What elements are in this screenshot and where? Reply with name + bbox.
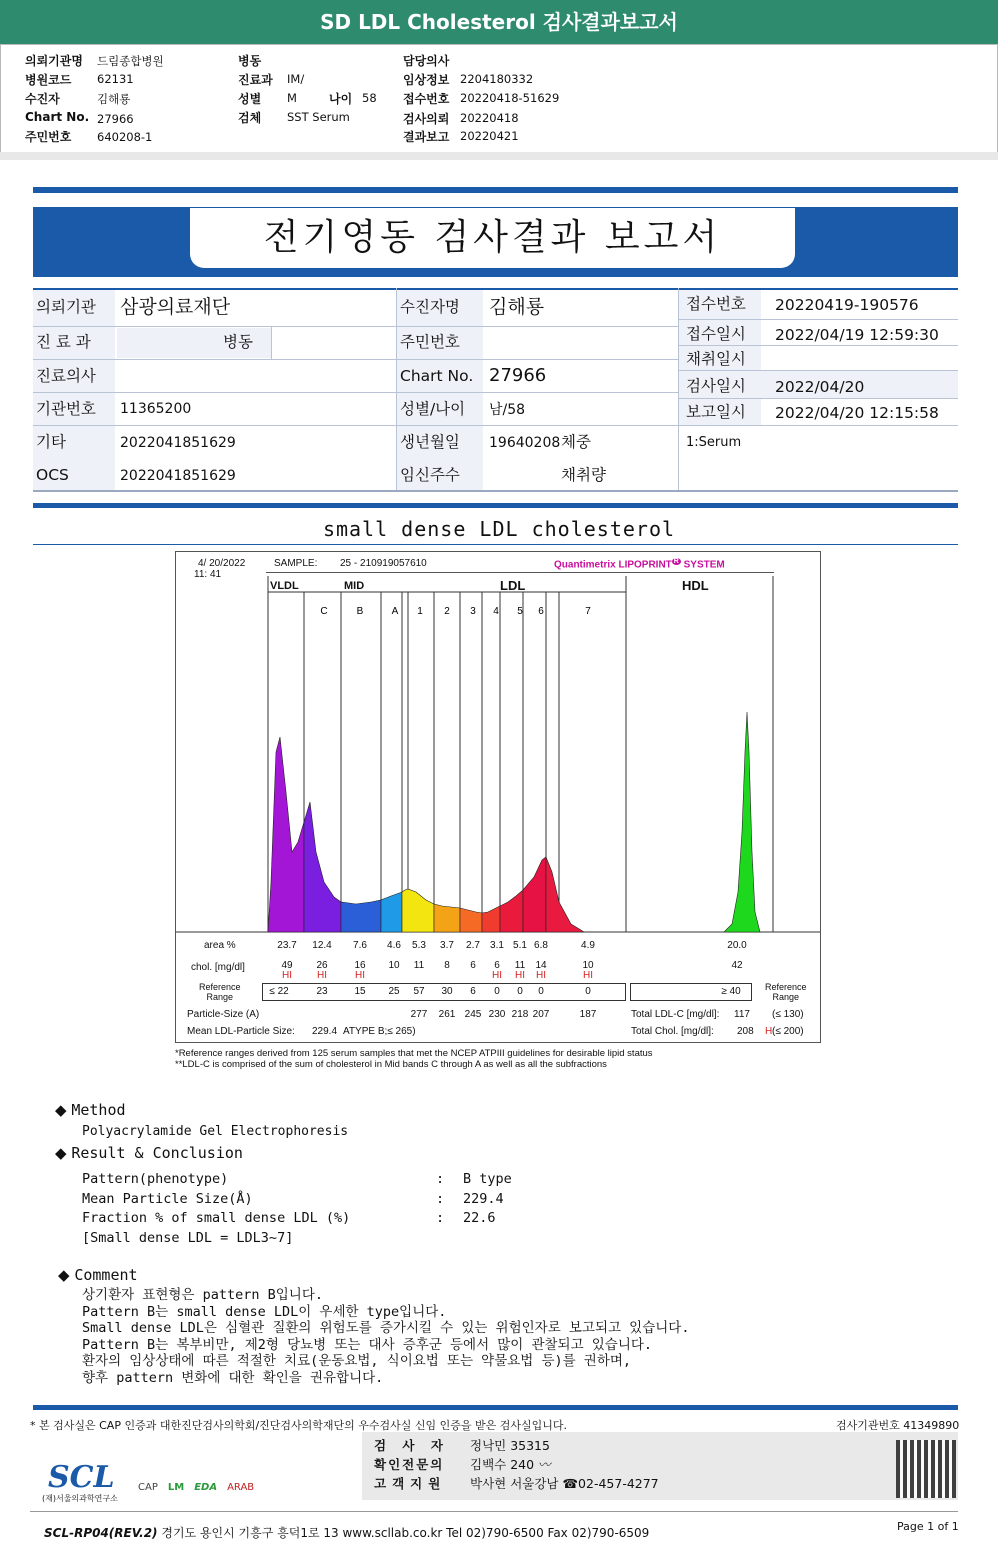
area-value: 23.7 — [277, 940, 297, 951]
field-label: 나이 — [329, 92, 353, 106]
result-heading: ◆ Result & Conclusion — [55, 1144, 243, 1162]
label-patient: 수진자명 — [400, 298, 460, 316]
area-value: 4.6 — [387, 940, 401, 951]
curve-segment — [381, 892, 402, 932]
curve-segment — [482, 906, 500, 932]
particle-size: 261 — [438, 1009, 456, 1020]
value-receipt-no: 20220419-190576 — [775, 296, 919, 314]
section-title: small dense LDL cholesterol — [322, 517, 676, 541]
label-doctor: 진료의사 — [36, 367, 96, 385]
field-label: 병원코드 — [25, 73, 72, 87]
field-label: 병동 — [238, 54, 262, 68]
area-value: 5.3 — [412, 940, 426, 951]
chol-value: 11 — [413, 960, 425, 971]
field-value: IM/ — [287, 72, 305, 86]
comment-heading: ◆ Comment — [58, 1266, 138, 1284]
chol-value: 6 — [494, 960, 500, 971]
hi-flag: HI — [282, 970, 292, 981]
label-test-date: 검사일시 — [686, 377, 746, 395]
comment-line: Pattern B는 복부비만, 제2형 당뇨병 또는 대사 증후군 등에서 많이 관찰되고 있습니다. — [82, 1336, 653, 1353]
chol-value: 16 — [354, 960, 366, 971]
field-value: M — [287, 91, 297, 105]
particle-size: 207 — [532, 1009, 550, 1020]
band-label-A: A — [391, 606, 399, 617]
scl-logo: SCL — [48, 1460, 115, 1495]
label-weight: 체중 — [561, 433, 591, 451]
chol-value: 14 — [535, 960, 547, 971]
arab-logo: ARAB — [227, 1482, 255, 1493]
group-mid: MID — [344, 580, 365, 592]
value-sample: 1:Serum — [686, 435, 742, 450]
label-department: 진 료 과 — [36, 333, 91, 351]
registered-mark: R — [673, 558, 679, 565]
field-value: 20220418 — [460, 111, 519, 125]
total-ldl-ref: (≤ 130) — [772, 1009, 804, 1020]
hi-flag: HI — [583, 970, 593, 981]
chol-value: 26 — [316, 960, 328, 971]
particle-size: 277 — [410, 1009, 428, 1020]
field-label: 의뢰기관명 — [25, 54, 83, 68]
label-pregnancy: 임신주수 — [400, 466, 460, 484]
method-text: Polyacrylamide Gel Electrophoresis — [82, 1124, 349, 1139]
qr-code-icon — [896, 1440, 956, 1498]
value-department: 병동 — [223, 333, 253, 351]
total-chol-label: Total Chol. [mg/dl]: — [631, 1026, 714, 1037]
lp-date: 4/ 20/2022 — [198, 558, 246, 569]
comment-line: 상기환자 표현형은 pattern B입니다. — [82, 1287, 323, 1303]
chol-value: 10 — [388, 960, 400, 971]
footnote-2: **LDL-C is comprised of the sum of cholesterol in Mid bands C through A as well as all the subfractions — [175, 1059, 607, 1070]
band-label-B: B — [356, 606, 364, 617]
cert-logos — [138, 1482, 254, 1493]
ref-value: 57 — [413, 986, 425, 997]
ref-value: 23 — [316, 986, 328, 997]
field-value: 20220421 — [460, 129, 519, 143]
band-label-C: C — [320, 606, 328, 617]
curve-segment — [460, 908, 482, 932]
lp-time: 11: 41 — [194, 569, 222, 580]
label-receipt-no: 접수번호 — [686, 295, 746, 313]
curve-segment — [500, 890, 523, 932]
ref-value: 0 — [494, 986, 500, 997]
result-list — [82, 1170, 512, 1248]
ref-label-right: Reference Range — [765, 982, 807, 1002]
value-report-date: 2022/04/20 12:15:58 — [775, 404, 939, 422]
curve-segment — [341, 900, 381, 932]
hi-flag: HI — [492, 970, 502, 981]
field-value: 640208-1 — [97, 130, 153, 144]
area-value: 5.1 — [513, 940, 527, 951]
lipoprint-panel — [175, 551, 821, 1043]
scl-logo-sub: (재)서울의과학연구소 — [42, 1494, 118, 1503]
value-sex-age: 남/58 — [489, 402, 526, 418]
curve-segment — [546, 857, 584, 932]
band-label-7: 7 — [585, 606, 591, 617]
curve-segment — [304, 802, 341, 932]
field-label: 결과보고 — [403, 130, 450, 144]
lp-sample-label: SAMPLE: — [274, 558, 318, 569]
band-label-4: 4 — [493, 606, 499, 617]
field-value: SST Serum — [287, 110, 350, 124]
result-row: Pattern(phenotype) : B type — [82, 1171, 512, 1187]
diamond-icon: ◆ — [55, 1101, 67, 1119]
group-vldl: VLDL — [270, 580, 299, 592]
footnote-1: *Reference ranges derived from 125 serum samples that met the NCEP ATPIII guidelines for desirable lipid status — [175, 1048, 653, 1059]
value-birth: 19640208 — [489, 435, 561, 451]
label-receipt-date: 접수일시 — [686, 325, 746, 343]
lp-sample-id: 25 - 210919057610 — [340, 558, 427, 569]
band-label-5: 5 — [517, 606, 523, 617]
divider — [30, 1511, 958, 1512]
footer-address-line: SCL-RP04(REV.2) 경기도 용인시 기흥구 흥덕1로 13 www.scllab.co.kr Tel 02)790-6500 Fax 02)790-6509 — [44, 1526, 650, 1540]
hdl-peak — [724, 712, 760, 932]
signature-image: 〰 — [538, 1457, 551, 1472]
field-label: 임상정보 — [403, 73, 450, 87]
field-label: Chart No. — [25, 110, 90, 124]
ref-value: ≥ 40 — [721, 986, 741, 997]
hi-flag: HI — [317, 970, 327, 981]
group-hdl: HDL — [682, 578, 709, 593]
page-number: Page 1 of 1 — [897, 1520, 959, 1533]
field-value: 58 — [362, 91, 377, 105]
banner-title: 전기영동 검사결과 보고서 — [190, 208, 795, 268]
value-ocs: 2022041851629 — [120, 468, 236, 484]
divider — [33, 187, 958, 193]
area-value: 3.1 — [490, 940, 504, 951]
divider — [0, 152, 998, 160]
chol-value: 10 — [582, 960, 594, 971]
curve-segment — [434, 904, 460, 932]
value-chart-no: 27966 — [489, 365, 547, 386]
label-inst-no: 기관번호 — [36, 400, 96, 418]
field-label: 주민번호 — [25, 130, 72, 144]
value-etc: 2022041851629 — [120, 435, 236, 451]
total-chol-value: 208 — [737, 1026, 754, 1037]
chol-value: 11 — [514, 960, 526, 971]
cert-note: * 본 검사실은 CAP 인증과 대한진단검사의학회/진단검사의학재단의 우수검사실 신임 인증을 받은 검사실입니다. — [30, 1419, 568, 1432]
field-label: 검사의뢰 — [403, 112, 450, 126]
comment-line: 향후 pattern 변화에 대한 확인을 권유합니다. — [82, 1369, 384, 1386]
label-report-date: 보고일시 — [686, 403, 746, 421]
area-value: 2.7 — [466, 940, 480, 951]
diamond-icon: ◆ — [58, 1266, 70, 1284]
field-label: 접수번호 — [403, 92, 450, 106]
comment-line: Small dense LDL은 심혈관 질환의 위험도를 증가시킬 수 있는 위험인자로 보고되고 있습니다. — [82, 1320, 690, 1337]
ref-value: 0 — [538, 986, 544, 997]
curve-segment — [523, 857, 546, 932]
curve-segment — [402, 889, 434, 932]
result-note: [Small dense LDL = LDL3~7] — [82, 1229, 294, 1246]
field-value: 20220418-51629 — [460, 91, 560, 105]
total-ldl-label: Total LDL-C [mg/dl]: — [631, 1009, 720, 1020]
result-row: Fraction % of small dense LDL (%) : 22.6 — [82, 1210, 496, 1226]
total-chol-ref: (≤ 200) — [772, 1026, 804, 1037]
comment-text — [82, 1287, 689, 1387]
group-ldl: LDL — [500, 578, 526, 593]
chol-value: 49 — [281, 960, 293, 971]
value-receipt-date: 2022/04/19 12:59:30 — [775, 326, 939, 344]
area-value: 4.9 — [581, 940, 595, 951]
area-value: 6.8 — [534, 940, 548, 951]
area-value: 12.4 — [312, 940, 332, 951]
field-value: 27966 — [97, 112, 134, 126]
signatures: 검 사 자 정낙민 35315 확인전문의 김백수 240 〰 고객지원 박사현 서울강남 ☎02-457-4277 — [374, 1438, 659, 1491]
report-title: SD LDL Cholesterol 검사결과보고서 — [320, 10, 678, 34]
lp-brand: Quantimetrix LIPOPRINT $^R$ SYSTEM — [554, 558, 725, 571]
label-resident-no: 주민번호 — [400, 333, 460, 351]
info-table — [33, 288, 958, 492]
field-value: 62131 — [97, 72, 134, 86]
ref-label: Reference Range — [199, 982, 241, 1002]
area-value: 20.0 — [727, 940, 747, 951]
cap-logo: CAP — [138, 1482, 158, 1493]
field-label: 진료과 — [238, 73, 273, 87]
patient-summary — [0, 44, 998, 154]
result-row: Mean Particle Size(Å) : 229.4 — [82, 1190, 504, 1207]
chol-value: 8 — [444, 960, 450, 971]
chol-value: 42 — [731, 960, 743, 971]
ref-value: 30 — [441, 986, 453, 997]
field-label: 담당의사 — [403, 54, 450, 68]
ref-value: 0 — [517, 986, 523, 997]
label-sex-age: 성별/나이 — [400, 400, 466, 418]
hi-flag: HI — [355, 970, 365, 981]
particle-size: 218 — [511, 1009, 529, 1020]
divider — [33, 1405, 958, 1410]
inst-number: 검사기관번호 41349890 — [836, 1419, 960, 1432]
band-label-6: 6 — [538, 606, 544, 617]
ref-value: 0 — [585, 986, 591, 997]
particle-label: Particle-Size (A) — [187, 1009, 260, 1020]
field-label: 수진자 — [25, 92, 60, 106]
field-value: 드림종합병원 — [97, 54, 164, 68]
ref-value: ≤ 22 — [269, 986, 289, 997]
mean-size-value: 229.4 — [312, 1026, 338, 1037]
field-label: 성별 — [238, 92, 262, 106]
mean-size-type: ATYPE B;≤ 265) — [343, 1026, 416, 1037]
area-value: 3.7 — [440, 940, 454, 951]
particle-size: 187 — [579, 1009, 597, 1020]
label-etc: 기타 — [36, 433, 66, 451]
value-institution: 삼광의료재단 — [120, 296, 231, 318]
value-inst-no: 11365200 — [120, 401, 192, 417]
field-value: 김해룡 — [97, 92, 131, 106]
field-value: 2204180332 — [460, 72, 534, 86]
label-collect-date: 채취일시 — [686, 350, 746, 368]
report-title-bar — [0, 0, 998, 44]
comment-line: Pattern B는 small dense LDL이 우세한 type입니다. — [82, 1303, 447, 1320]
band-label-2: 2 — [444, 606, 450, 617]
value-test-date: 2022/04/20 — [775, 378, 865, 396]
eda-logo: EDA — [194, 1482, 218, 1493]
method-heading: ◆ Method — [55, 1101, 126, 1119]
label-birth: 생년월일 — [400, 433, 460, 451]
field-label: 검체 — [238, 111, 262, 125]
area-label: area % — [204, 940, 236, 951]
chol-value: 6 — [470, 960, 476, 971]
value-patient: 김해룡 — [489, 296, 545, 318]
hi-flag: HI — [515, 970, 525, 981]
label-institution: 의뢰기관 — [36, 298, 96, 316]
total-ldl-value: 117 — [734, 1009, 750, 1020]
ref-value: 15 — [354, 986, 366, 997]
label-ocs: OCS — [36, 466, 69, 484]
divider — [33, 544, 958, 545]
band-label-1: 1 — [417, 606, 423, 617]
hi-flag: HI — [536, 970, 546, 981]
particle-size: 230 — [488, 1009, 506, 1020]
label-chart-no: Chart No. — [400, 367, 474, 385]
particle-size: 245 — [464, 1009, 482, 1020]
comment-line: 환자의 임상상태에 따른 적절한 치료(운동요법, 식이요법 또는 약물요법 등)를 권하며, — [82, 1353, 632, 1370]
mean-size-label: Mean LDL-Particle Size: — [187, 1026, 295, 1037]
ref-value: 6 — [470, 986, 476, 997]
band-label-3: 3 — [470, 606, 476, 617]
ref-value: 25 — [388, 986, 400, 997]
chol-label: chol. [mg/dl] — [191, 962, 245, 973]
area-value: 7.6 — [353, 940, 367, 951]
label-volume: 채취량 — [561, 466, 606, 484]
curve-segment — [268, 737, 304, 932]
total-chol-flag: H — [765, 1026, 773, 1037]
divider — [33, 503, 958, 508]
diamond-icon: ◆ — [55, 1144, 67, 1162]
lm-logo: LM — [167, 1482, 185, 1493]
